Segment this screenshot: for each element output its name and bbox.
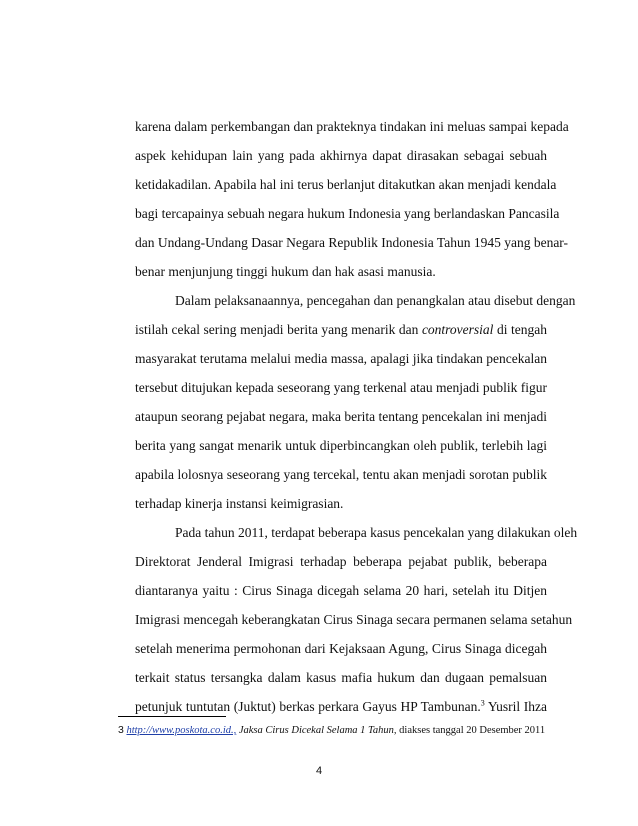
body-text-line: bagi tercapainya sebuah negara hukum Indonesia yang berlandaskan Pancasila [135,206,560,221]
body-text-line: Dalam pelaksanaannya, pencegahan dan penangkalan atau disebut dengan [175,293,576,308]
body-text-line: ketidakadilan. Apabila hal ini terus berlanjut ditakutkan akan menjadi kendala [135,177,557,192]
body-text-line: masyarakat terutama melalui media massa, apalagi jika tindakan pencekalan [135,351,547,366]
body-text-line: dan Undang-Undang Dasar Negara Republik Indonesia Tahun 1945 yang benar- [135,235,569,250]
footnote-number: 3 [118,724,124,736]
footnote [118,724,558,736]
body-text-line [135,322,547,338]
text-segment: Yusril Ihza [487,699,548,714]
body-text-line [135,699,547,715]
body-text-line: Imigrasi mencegah keberangkatan Cirus Sinaga secara permanen selama setahun [135,612,573,627]
text-segment: petunjuk tuntutan (Juktut) berkas perkara Gayus HP Tambunan. [135,699,481,714]
page-number: 4 [315,765,323,777]
footnote-marker[interactable]: 3 [480,698,485,708]
body-text-line: tersebut ditujukan kepada seseorang yang terkenal atau menjadi publik figur [135,380,547,395]
body-text-line: Direktorat Jenderal Imigrasi terhadap beberapa pejabat publik, beberapa [135,554,547,569]
body-text-line: Pada tahun 2011, terdapat beberapa kasus pencekalan yang dilakukan oleh [175,525,578,540]
body-text-line: benar menjunjung tinggi hukum dan hak asasi manusia. [135,264,436,279]
body-text-line: terkait status tersangka dalam kasus mafia hukum dan dugaan pemalsuan [135,670,547,685]
body-text-line: karena dalam perkembangan dan prakteknya tindakan ini meluas sampai kepada [135,119,569,134]
text-segment: di tengah [496,322,548,337]
footnote-separator [118,716,226,717]
body-text-line: diantaranya yaitu : Cirus Sinaga dicegah selama 20 hari, setelah itu Ditjen [135,583,547,598]
body-text-line: setelah menerima permohonan dari Kejaksaan Agung, Cirus Sinaga dicegah [135,641,547,656]
footnote-title: Jaksa Cirus Dicekal Selama 1 Tahun, [238,725,397,736]
body-text-line: berita yang sangat menarik untuk diperbincangkan oleh publik, terlebih lagi [135,438,547,453]
italic-term: controversial [421,322,494,337]
body-text-line: apabila lolosnya seseorang yang tercekal, tentu akan menjadi sorotan publik [135,467,547,482]
footnote-access-date: diakses tanggal 20 Desember 2011 [399,725,546,736]
body-text-line: ataupun seorang pejabat negara, maka berita tentang pencekalan ini menjadi [135,409,547,424]
body-text-line: aspek kehidupan lain yang pada akhirnya dapat dirasakan sebagai sebuah [135,148,547,163]
footnote-link[interactable]: http://www.poskota.co.id., [126,725,237,736]
body-text-line: terhadap kinerja instansi keimigrasian. [135,496,344,511]
text-segment: istilah cekal sering menjadi berita yang menarik dan [135,322,419,337]
